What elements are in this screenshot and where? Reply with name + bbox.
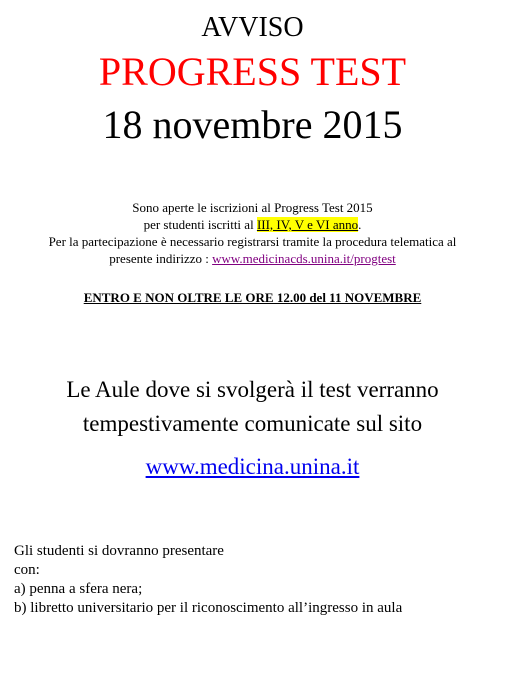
registration-deadline: ENTRO E NON OLTRE LE ORE 12.00 del 11 NOVEMBRE xyxy=(83,290,422,305)
registration-info xyxy=(0,199,505,267)
eligible-years-suffix: . xyxy=(358,217,362,232)
registration-address-text xyxy=(0,250,505,267)
requirement-item-pen: a) penna a sfera nera; xyxy=(14,581,143,597)
notice-heading: AVVISO xyxy=(201,12,304,43)
progtest-link[interactable]: www.medicinacds.unina.it/progtest xyxy=(212,251,396,266)
event-title: PROGRESS TEST xyxy=(98,49,407,94)
registration-procedure-text: Per la partecipazione è necessario registrarsi tramite la procedura telematica al xyxy=(48,234,457,249)
medicina-site-link[interactable]: www.medicina.unina.it xyxy=(145,454,360,479)
eligible-years-text xyxy=(0,216,505,233)
requirement-item-booklet: b) libretto universitario per il riconoscimento all’ingresso in aula xyxy=(14,600,403,616)
students-intro-line-2: con: xyxy=(14,562,40,578)
rooms-announcement xyxy=(0,373,505,441)
rooms-announcement-line-2: tempestivamente comunicate sul sito xyxy=(82,411,423,436)
registration-open-text: Sono aperte le iscrizioni al Progress Test 2015 xyxy=(132,200,373,215)
registration-address-prefix: presente indirizzo : xyxy=(109,251,213,266)
eligible-years-highlight: III, IV, V e VI anno xyxy=(256,217,359,232)
eligible-years-prefix: per studenti iscritti al xyxy=(143,217,257,232)
event-date: 18 novembre 2015 xyxy=(102,102,403,147)
students-intro-line-1: Gli studenti si dovranno presentare xyxy=(14,543,224,559)
students-requirements xyxy=(14,542,494,618)
rooms-announcement-line-1: Le Aule dove si svolgerà il test verranno xyxy=(66,377,439,402)
